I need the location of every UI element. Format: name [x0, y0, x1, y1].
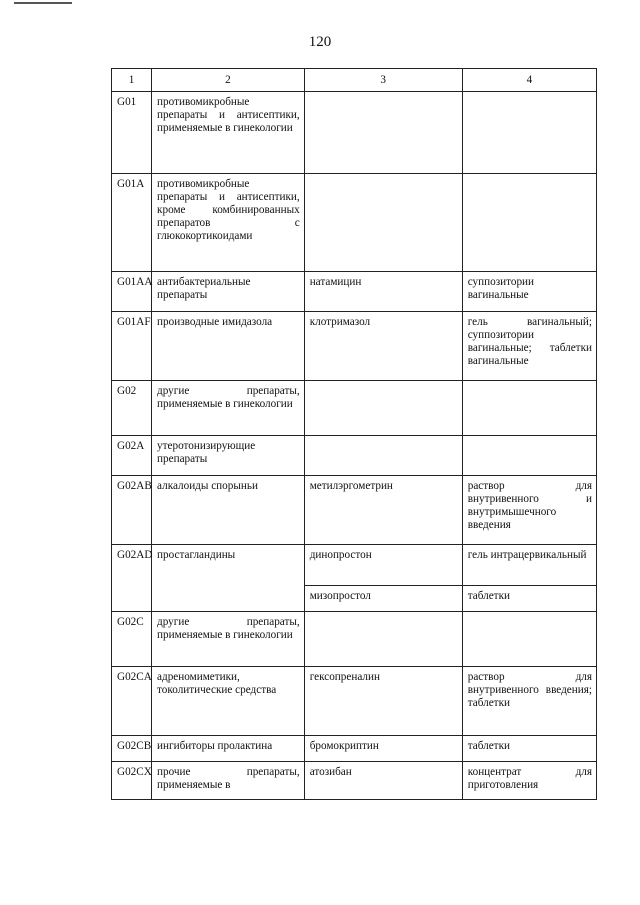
drug-name: бромокриптин — [304, 736, 462, 762]
header-col-1: 1 — [112, 69, 152, 92]
table-row — [112, 476, 597, 545]
atc-code: G02 — [112, 381, 152, 436]
table-row — [112, 272, 597, 312]
atc-code: G02AD — [112, 545, 152, 612]
atc-code: G02A — [112, 436, 152, 476]
dosage-form: таблетки — [462, 736, 596, 762]
dosage-form — [462, 92, 596, 174]
dosage-form: гель интрацервикальный — [462, 545, 596, 586]
dosage-form — [462, 174, 596, 272]
table-row — [112, 762, 597, 800]
page-number: 120 — [308, 34, 332, 50]
dosage-form: раствор для внутривенного введения; таблетки — [462, 667, 596, 736]
group-name: утеротонизирующие препараты — [152, 436, 305, 476]
dosage-form: концентрат для приготовления — [462, 762, 596, 800]
dosage-form: таблетки — [462, 586, 596, 612]
dosage-form: гель вагинальный; суппозитории вагинальные; таблетки вагинальные — [462, 312, 596, 381]
drug-name — [304, 92, 462, 174]
drug-name: атозибан — [304, 762, 462, 800]
group-name: ингибиторы пролактина — [152, 736, 305, 762]
atc-code: G02CA — [112, 667, 152, 736]
group-name: производные имидазола — [152, 312, 305, 381]
atc-code: G01A — [112, 174, 152, 272]
drug-table — [111, 68, 597, 800]
table-row — [112, 174, 597, 272]
drug-name — [304, 612, 462, 667]
atc-code: G01AA — [112, 272, 152, 312]
group-name: противомикробные препараты и антисептики, применяемые в гинекологии — [152, 92, 305, 174]
atc-code: G01AF — [112, 312, 152, 381]
atc-code: G02CX — [112, 762, 152, 800]
table-row — [112, 667, 597, 736]
header-col-4: 4 — [462, 69, 596, 92]
drug-name: динопростон — [304, 545, 462, 586]
dosage-form: раствор для внутривенного и внутримышечного введения — [462, 476, 596, 545]
drug-name: натамицин — [304, 272, 462, 312]
top-rule — [14, 2, 72, 4]
table-row — [112, 612, 597, 667]
drug-name: мизопростол — [304, 586, 462, 612]
header-col-2: 2 — [152, 69, 305, 92]
group-name: другие препараты, применяемые в гинекологии — [152, 612, 305, 667]
group-name: прочие препараты, применяемые в — [152, 762, 305, 800]
drug-name: клотримазол — [304, 312, 462, 381]
table-row — [112, 381, 597, 436]
group-name: простагландины — [152, 545, 305, 612]
atc-code: G02CB — [112, 736, 152, 762]
drug-name: гексопреналин — [304, 667, 462, 736]
drug-name: метилэргометрин — [304, 476, 462, 545]
dosage-form: суппозитории вагинальные — [462, 272, 596, 312]
dosage-form — [462, 436, 596, 476]
dosage-form — [462, 612, 596, 667]
dosage-form — [462, 381, 596, 436]
atc-code: G02AB — [112, 476, 152, 545]
group-name: антибактериальные препараты — [152, 272, 305, 312]
group-name: алкалоиды спорыньи — [152, 476, 305, 545]
drug-name — [304, 174, 462, 272]
atc-code: G01 — [112, 92, 152, 174]
drug-name — [304, 436, 462, 476]
table-row — [112, 736, 597, 762]
group-name: другие препараты, применяемые в гинекологии — [152, 381, 305, 436]
table-header-row — [112, 69, 597, 92]
header-col-3: 3 — [304, 69, 462, 92]
drug-name — [304, 381, 462, 436]
table-row — [112, 92, 597, 174]
group-name: противомикробные препараты и антисептики, кроме комбинированных препаратов с глюкокортикоидами — [152, 174, 305, 272]
table-row — [112, 436, 597, 476]
table-row — [112, 312, 597, 381]
group-name: адреномиметики, токолитические средства — [152, 667, 305, 736]
table-row — [112, 545, 597, 586]
atc-code: G02C — [112, 612, 152, 667]
